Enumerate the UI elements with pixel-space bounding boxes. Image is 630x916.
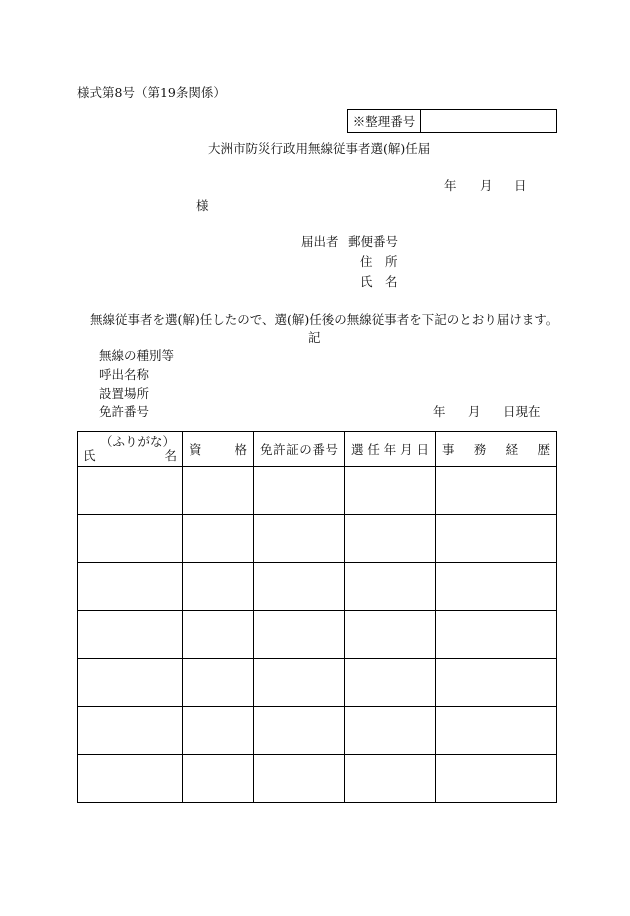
- operator-table: [77, 431, 557, 803]
- header-mei: 名: [164, 448, 177, 463]
- cell-appointment-date[interactable]: [345, 659, 436, 707]
- item-license-number: 免許番号: [99, 404, 150, 419]
- cell-name[interactable]: [78, 467, 183, 515]
- appointment-char: 選: [351, 442, 364, 457]
- career-char: 経: [505, 442, 519, 457]
- header-furigana: （ふりがな）: [100, 434, 176, 449]
- cell-qualification[interactable]: [183, 467, 254, 515]
- header-license-number: [254, 432, 345, 467]
- table-row: [78, 611, 557, 659]
- cell-name[interactable]: [78, 611, 183, 659]
- appointment-char: 日: [416, 442, 429, 457]
- header-qualification: [183, 432, 254, 467]
- cell-name[interactable]: [78, 659, 183, 707]
- table-row: [78, 707, 557, 755]
- date-month-label: 月: [480, 178, 493, 193]
- cell-career[interactable]: [436, 515, 557, 563]
- cell-career[interactable]: [436, 563, 557, 611]
- statement: 無線従事者を選(解)任したので、選(解)任後の無線従事者を下記のとおり届けます。: [90, 312, 559, 327]
- as-of-month: 月: [468, 404, 481, 419]
- cell-qualification[interactable]: [183, 755, 254, 803]
- license-char: 免: [260, 442, 273, 457]
- career-char: 事: [442, 442, 455, 457]
- cell-appointment-date[interactable]: [345, 707, 436, 755]
- address-label: 住 所: [360, 254, 398, 269]
- cell-appointment-date[interactable]: [345, 467, 436, 515]
- header-career: [436, 432, 557, 467]
- cell-appointment-date[interactable]: [345, 515, 436, 563]
- name-label: 氏 名: [360, 274, 398, 289]
- cell-career[interactable]: [436, 659, 557, 707]
- table-row: [78, 515, 557, 563]
- item-radio-type: 無線の種別等: [99, 348, 175, 363]
- header-shi: 氏: [83, 448, 96, 463]
- as-of-day: 日現在: [503, 404, 541, 419]
- form-title: 大洲市防災行政用無線従事者選(解)任届: [208, 141, 431, 156]
- cell-license-number[interactable]: [254, 707, 345, 755]
- table-header-row: [78, 432, 557, 467]
- date-year-label: 年: [444, 178, 457, 193]
- cell-name[interactable]: [78, 755, 183, 803]
- item-call-sign: 呼出名称: [99, 367, 150, 382]
- license-char: 番: [312, 442, 325, 457]
- cell-license-number[interactable]: [254, 467, 345, 515]
- ki-heading: 記: [308, 330, 321, 345]
- license-char: 許: [273, 442, 286, 457]
- qualification-char: 格: [234, 442, 247, 457]
- reference-number-label: ※整理番号: [348, 110, 421, 132]
- career-char: 務: [473, 442, 487, 457]
- cell-qualification[interactable]: [183, 707, 254, 755]
- cell-career[interactable]: [436, 611, 557, 659]
- cell-qualification[interactable]: [183, 563, 254, 611]
- appointment-char: 任: [367, 442, 380, 457]
- cell-license-number[interactable]: [254, 563, 345, 611]
- table-row: [78, 563, 557, 611]
- date-day-label: 日: [514, 178, 527, 193]
- applicant-role: 届出者: [301, 234, 339, 249]
- cell-qualification[interactable]: [183, 515, 254, 563]
- cell-career[interactable]: [436, 467, 557, 515]
- table-row: [78, 755, 557, 803]
- table-row: [78, 467, 557, 515]
- addressee-suffix: 様: [196, 198, 209, 213]
- cell-appointment-date[interactable]: [345, 755, 436, 803]
- cell-license-number[interactable]: [254, 755, 345, 803]
- header-name: [78, 432, 183, 467]
- license-char: の: [299, 442, 312, 457]
- license-char: 証: [286, 442, 299, 457]
- form-number: 様式第8号（第19条関係）: [77, 85, 226, 100]
- item-install-location: 設置場所: [99, 386, 150, 401]
- cell-appointment-date[interactable]: [345, 611, 436, 659]
- cell-career[interactable]: [436, 755, 557, 803]
- postal-code-label: 郵便番号: [348, 234, 399, 249]
- cell-license-number[interactable]: [254, 659, 345, 707]
- cell-qualification[interactable]: [183, 659, 254, 707]
- cell-license-number[interactable]: [254, 515, 345, 563]
- qualification-char: 資: [189, 442, 202, 457]
- as-of-year: 年: [433, 404, 446, 419]
- cell-license-number[interactable]: [254, 611, 345, 659]
- header-appointment-date: [345, 432, 436, 467]
- cell-qualification[interactable]: [183, 611, 254, 659]
- reference-number-box: [347, 109, 557, 133]
- cell-appointment-date[interactable]: [345, 563, 436, 611]
- license-char: 号: [325, 442, 338, 457]
- cell-name[interactable]: [78, 563, 183, 611]
- cell-career[interactable]: [436, 707, 557, 755]
- appointment-char: 月: [400, 442, 413, 457]
- career-char: 歴: [537, 442, 550, 457]
- cell-name[interactable]: [78, 707, 183, 755]
- table-row: [78, 659, 557, 707]
- appointment-char: 年: [383, 442, 397, 457]
- cell-name[interactable]: [78, 515, 183, 563]
- reference-number-field[interactable]: [421, 110, 556, 132]
